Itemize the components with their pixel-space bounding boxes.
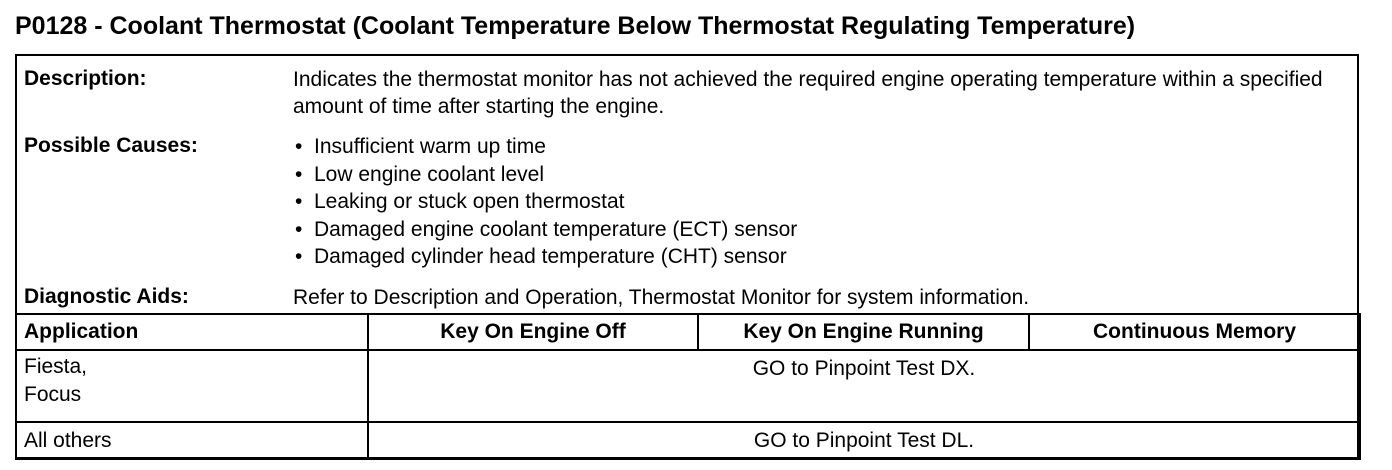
description-label: Description: [24, 67, 147, 90]
application-name: All others [24, 428, 112, 452]
table-header-row [16, 314, 1360, 350]
table-row [16, 422, 1360, 459]
possible-causes-list [293, 133, 797, 271]
header-koeo: Key On Engine Off [368, 314, 698, 350]
list-item: • Damaged cylinder head temperature (CHT) sensor [293, 243, 797, 271]
application-cell [16, 422, 368, 459]
dtc-info-panel [15, 54, 1359, 459]
header-application: Application [16, 314, 368, 350]
application-table [15, 313, 1361, 460]
application-cell [16, 350, 368, 422]
header-koer: Key On Engine Running [698, 314, 1029, 350]
table-row [16, 350, 1360, 422]
application-name: Focus [24, 383, 82, 406]
diagnostic-aids-label: Diagnostic Aids: [24, 285, 189, 308]
page-title: P0128 - Coolant Thermostat (Coolant Temperature Below Thermostat Regulating Temperature) [15, 12, 1136, 40]
list-item: • Low engine coolant level [293, 161, 797, 189]
list-item: • Insufficient warm up time [293, 133, 797, 161]
possible-causes-label: Possible Causes: [24, 134, 198, 157]
description-text: Indicates the thermostat monitor has not achieved the required engine operating temperature within a specified amount of time after starting the engine. [293, 68, 1323, 118]
dtc-details [17, 56, 1357, 315]
action-cell: GO to Pinpoint Test DX. [368, 350, 1360, 422]
application-name: Fiesta, [24, 355, 88, 378]
diagnostic-aids-text: Refer to Description and Operation, Thermostat Monitor for system information. [293, 286, 1030, 309]
action-cell: GO to Pinpoint Test DL. [368, 422, 1360, 459]
header-continuous-memory: Continuous Memory [1029, 314, 1360, 350]
list-item: • Leaking or stuck open thermostat [293, 188, 797, 216]
list-item: • Damaged engine coolant temperature (ECT) sensor [293, 216, 797, 244]
